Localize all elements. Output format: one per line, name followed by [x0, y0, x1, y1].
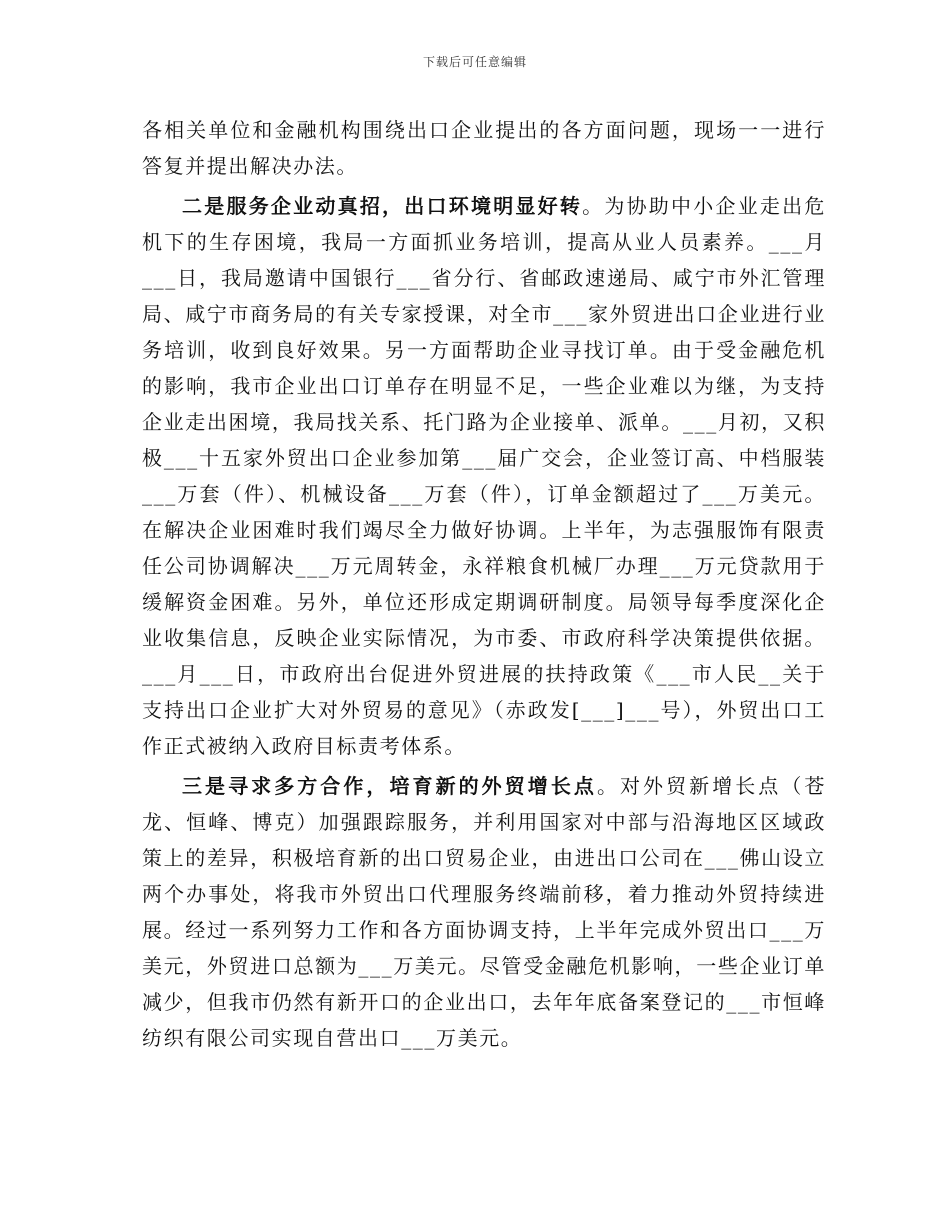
- page-header: 下载后可任意编辑: [422, 55, 527, 69]
- paragraph-cooperation: [142, 768, 826, 1056]
- paragraph-text: 。对外贸新增长点（苍龙、恒峰、博克）加强跟踪服务，并利用国家对中部与沿海地区区域政策上的差异，积极培育新的出口贸易企业，由进出口公司在___佛山设立两个办事处，将我市外贸出口代理服务终端前移，着力推动外贸持续进展。经过一系列努力工作和各方面协调支持，上半年完成外贸出口___万美元，外贸进口总额为___万美元。尽管受金融危机影响，一些企业订单减少，但我市仍然有新开口的企业出口，去年年底备案登记的___市恒峰纺织有限公司实现自营出口___万美元。: [142, 774, 826, 1050]
- paragraph-service: [142, 188, 826, 764]
- paragraph-lead-bold: 二是服务企业动真招，出口环境明显好转: [182, 194, 583, 218]
- paragraph-continuation: [142, 112, 826, 184]
- paragraph-lead-bold: 三是寻求多方合作，培育新的外贸增长点: [182, 774, 597, 798]
- paragraph-text: 。为协助中小企业走出危机下的生存困境，我局一方面抓业务培训，提高从业人员素养。___月___日，我局邀请中国银行___省分行、省邮政速递局、咸宁市外汇管理局、咸宁市商务局的有关专家授课，对全市___家外贸进出口企业进行业务培训，收到良好效果。另一方面帮助企业寻找订单。由于受金融危机的影响，我市企业出口订单存在明显不足，一些企业难以为继，为支持企业走出困境，我局找关系、托门路为企业接单、派单。___月初，又积极___十五家外贸出口企业参加第___届广交会，企业签订高、中档服装___万套（件）、机械设备___万套（件），订单金额超过了___万美元。在解决企业困难时我们竭尽全力做好协调。上半年，为志强服饰有限责任公司协调解决___万元周转金，永祥粮食机械厂办理___万元贷款用于缓解资金困难。另外，单位还形成定期调研制度。局领导每季度深化企业收集信息，反映企业实际情况，为市委、市政府科学决策提供依据。___月___日，市政府出台促进外贸进展的扶持政策《___市人民__关于支持出口企业扩大对外贸易的意见》（赤政发[___]___号），外贸出口工作正式被纳入政府目标责考体系。: [142, 194, 826, 758]
- paragraph-text: 各相关单位和金融机构围绕出口企业提出的各方面问题，现场一一进行答复并提出解决办法。: [142, 118, 826, 178]
- document-body: [142, 112, 826, 1060]
